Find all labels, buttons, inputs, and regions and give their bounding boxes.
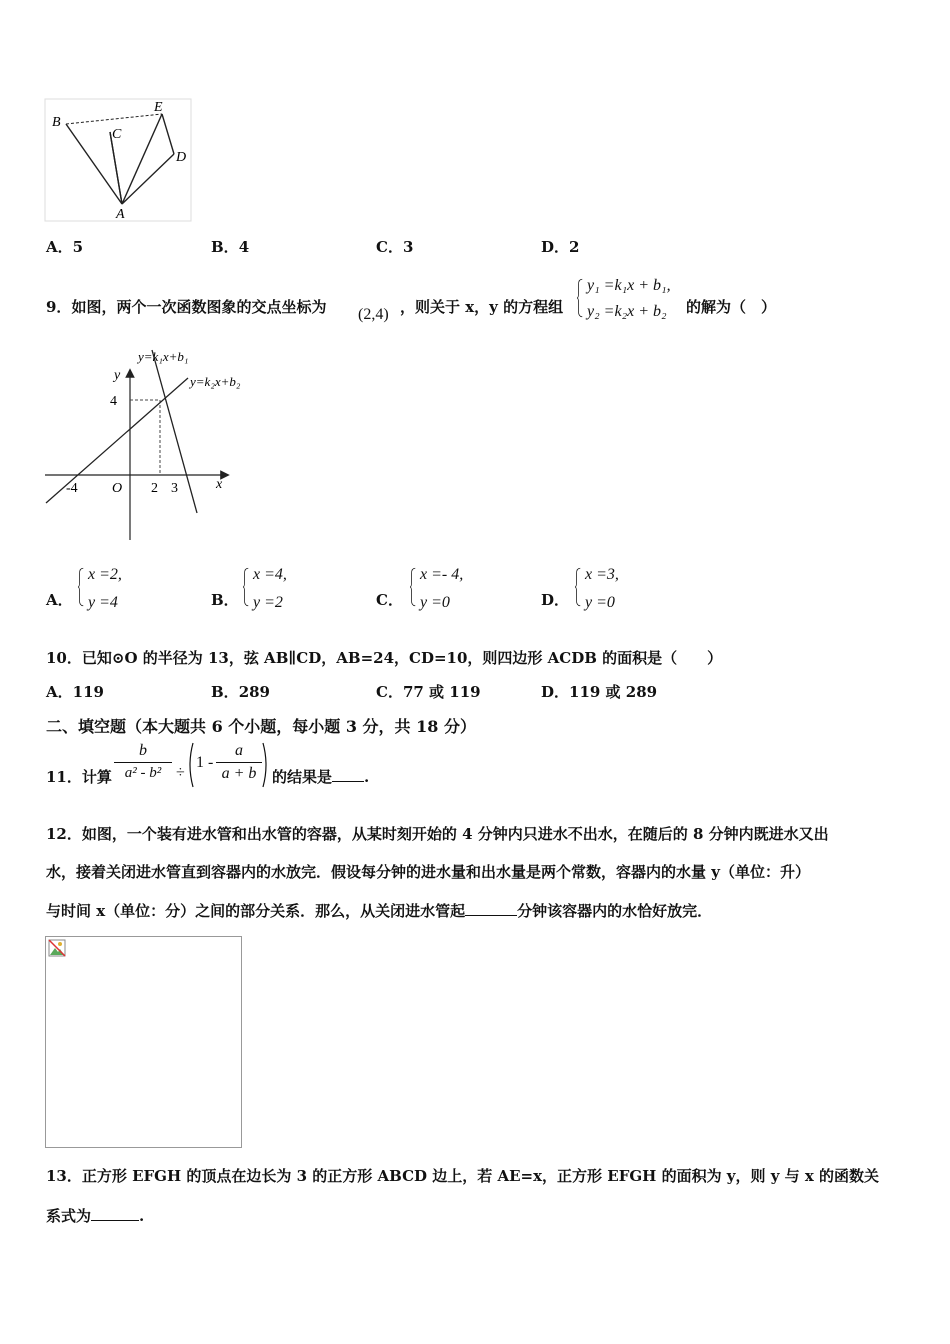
q9-x-axis-label: x xyxy=(216,477,223,492)
q9-origin: O xyxy=(112,481,123,496)
q9-point: (2,4) xyxy=(358,306,389,323)
option-letter: B． xyxy=(211,238,239,256)
q12-line-2: 水，接着关闭进水管直到容器内的水放完．假设每分钟的进水量和出水量是两个常数，容器内的水量 y（单位：升） xyxy=(46,863,810,881)
q10-text: 10．已知⊙O 的半径为 13，弦 AB∥CD，AB=24，CD=10，则四边形 ACDB 的面积是（ ） xyxy=(46,649,723,667)
q8-label-e: E xyxy=(154,100,163,115)
q8-option-d[interactable] xyxy=(541,236,579,257)
system-row-2: y =0 xyxy=(420,594,450,611)
fraction-denominator: a² - b² xyxy=(124,765,162,781)
option-text: 119 或 289 xyxy=(569,683,658,701)
fraction-bar xyxy=(114,762,172,763)
broken-image-icon xyxy=(48,939,66,957)
q9-option-b[interactable]: B． xyxy=(211,591,239,609)
q9-line2-label: y=k₂x+b₂ xyxy=(190,374,241,389)
q12-answer-blank[interactable] xyxy=(465,891,517,916)
q11-fraction-1 xyxy=(114,742,172,782)
option-letter: A． xyxy=(46,238,73,256)
q8-option-a[interactable] xyxy=(46,236,83,257)
q9-system-row-1: y₁ =k₁x + b₁, xyxy=(587,277,671,294)
option-letter: B． xyxy=(211,683,239,701)
q11-fraction-2 xyxy=(216,742,262,783)
q12-figure-placeholder xyxy=(45,936,242,1148)
q13-answer-blank[interactable] xyxy=(91,1196,139,1221)
system-row-1: x =4, xyxy=(253,566,287,583)
q9-option-c[interactable]: C． xyxy=(376,591,403,609)
q9-system-row-2: y₂ =k₂x + b₂ xyxy=(587,303,667,320)
option-letter: A． xyxy=(46,683,73,701)
q9-option-a[interactable]: A． xyxy=(46,591,73,609)
system-row-2: y =4 xyxy=(88,594,118,611)
system-row-1: x =- 4, xyxy=(420,566,464,583)
q9-tick-4: 4 xyxy=(110,394,117,409)
option-letter: D． xyxy=(541,238,570,256)
q11-one-minus: 1 - xyxy=(196,754,214,771)
q9-tick-3: 3 xyxy=(171,481,178,496)
option-letter: D． xyxy=(541,683,570,701)
q9-text-before: 9．如图，两个一次函数图象的交点坐标为 xyxy=(46,298,327,316)
q8-label-c: C xyxy=(112,127,122,142)
q9-option-d[interactable]: D． xyxy=(541,591,570,609)
brace-icon xyxy=(243,561,249,613)
option-letter: C． xyxy=(376,238,403,256)
q11-divide-sign: ÷ xyxy=(176,764,185,781)
option-text: 2 xyxy=(569,238,580,256)
q11-tail: 的结果是 . xyxy=(272,768,370,786)
q8-label-b: B xyxy=(52,115,61,130)
brace-icon xyxy=(577,272,583,324)
option-letter: C． xyxy=(376,683,403,701)
option-text: 4 xyxy=(238,238,250,256)
fraction-numerator: b xyxy=(139,742,147,759)
q9-graph xyxy=(40,345,270,545)
left-paren-icon xyxy=(186,742,194,788)
option-text: 289 xyxy=(238,683,270,701)
q9-tick-2: 2 xyxy=(151,481,158,496)
q11-label: 11．计算 xyxy=(46,768,112,786)
q13-line-2: 系式为 . xyxy=(46,1196,144,1235)
brace-icon xyxy=(410,561,416,613)
q13-line-1: 13．正方形 EFGH 的顶点在边长为 3 的正方形 ABCD 边上，若 AE=x，正方形 EFGH 的面积为 y，则 y 与 x 的函数关 xyxy=(46,1167,880,1185)
q8-label-d: D xyxy=(176,150,187,165)
q8-option-c[interactable] xyxy=(376,236,413,257)
fraction-denominator: a + b xyxy=(221,765,257,782)
q9-text-after: 的解为（ ） xyxy=(686,298,777,316)
brace-icon xyxy=(78,561,84,613)
q12-line-1: 12．如图，一个装有进水管和出水管的容器，从某时刻开始的 4 分钟内只进水不出水，在随后的 8 分钟内既进水又出 xyxy=(46,825,829,843)
fraction-bar xyxy=(216,762,262,763)
brace-icon xyxy=(575,561,581,613)
q12-line-3: 与时间 x（单位：分）之间的部分关系．那么，从关闭进水管起 分钟该容器内的水恰好放完． xyxy=(46,891,712,930)
option-text: 119 xyxy=(72,683,104,701)
right-paren-icon xyxy=(262,742,270,788)
q8-figure xyxy=(44,98,192,222)
section-heading-fill-blank: 二、填空题（本大题共 6 个小题，每小题 3 分，共 18 分） xyxy=(46,717,476,736)
system-row-1: x =2, xyxy=(88,566,122,583)
q10-option-c[interactable] xyxy=(376,681,481,702)
q11-answer-blank[interactable] xyxy=(332,781,364,782)
q9-text-middle: ，则关于 x，y 的方程组 xyxy=(400,298,564,316)
q8-option-b[interactable] xyxy=(211,236,249,257)
q9-y-axis-label: y xyxy=(114,368,121,383)
option-text: 77 或 119 xyxy=(402,683,481,701)
q10-option-b[interactable] xyxy=(211,681,270,702)
q10-option-a[interactable] xyxy=(46,681,104,702)
system-row-2: y =0 xyxy=(585,594,615,611)
fraction-numerator: a xyxy=(235,742,243,759)
system-row-1: x =3, xyxy=(585,566,619,583)
system-row-2: y =2 xyxy=(253,594,283,611)
q8-label-a: A xyxy=(116,207,125,222)
q9-tick-neg4: -4 xyxy=(66,481,78,496)
q10-option-d[interactable] xyxy=(541,681,657,702)
q9-line1-label: y=k₁x+b₁ xyxy=(138,349,189,364)
option-text: 5 xyxy=(72,238,84,256)
option-text: 3 xyxy=(402,238,414,256)
